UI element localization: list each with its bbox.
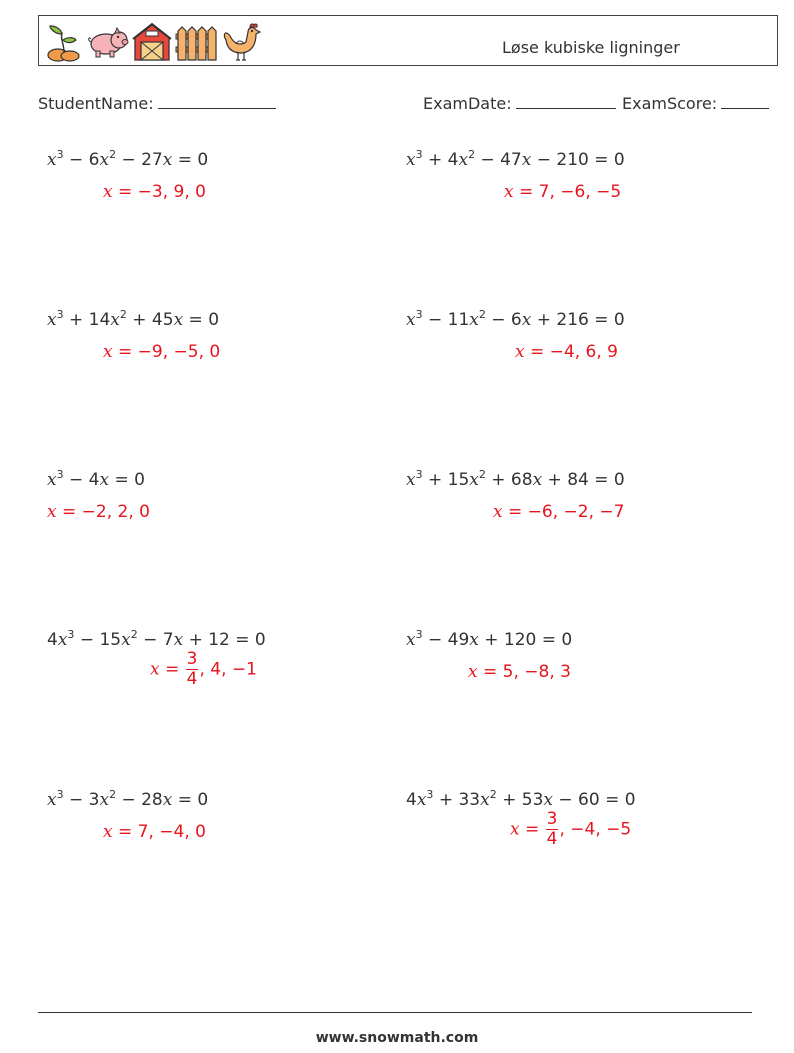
answer: x = $\frac{3}{4}$ , 4, −1 (150, 649, 257, 689)
hen-icon (220, 22, 264, 62)
header-icons (44, 22, 264, 62)
answer: x = −3, 9, 0 (103, 182, 206, 202)
problem-5 (47, 468, 150, 522)
equation: $x^3 + 14x^2 + 45x = 0$ (47, 308, 220, 330)
problem-8 (406, 628, 573, 682)
answer: x = 7, −4, 0 (103, 822, 206, 842)
student-name-field[interactable] (38, 94, 276, 113)
footer-site: www.snowmath.com (315, 1030, 479, 1046)
footer-divider (38, 1012, 752, 1013)
answer: x = −2, 2, 0 (47, 502, 150, 522)
exam-date-field[interactable] (423, 94, 616, 113)
exam-score-field[interactable] (622, 94, 769, 113)
problem-10 (406, 788, 636, 849)
problem-6 (406, 468, 625, 522)
equation: $x^3 - 3x^2 - 28x = 0$ (47, 788, 209, 810)
barn-icon (132, 22, 172, 62)
equation: $4x^3 - 15x^2 - 7x + 12 = 0$ (47, 628, 266, 650)
answer: x = $\frac{3}{4}$ , −4, −5 (510, 809, 632, 849)
problem-7 (47, 628, 266, 689)
answer: x = −6, −2, −7 (493, 502, 625, 522)
equation: $x^3 - 6x^2 - 27x = 0$ (47, 148, 209, 170)
fence-icon (174, 22, 218, 62)
pig-icon (86, 22, 130, 62)
answer: x = 5, −8, 3 (468, 662, 571, 682)
equation: $x^3 + 4x^2 - 47x - 210 = 0$ (406, 148, 625, 170)
answer: x = −9, −5, 0 (103, 342, 221, 362)
equation: $4x^3 + 33x^2 + 53x - 60 = 0$ (406, 788, 636, 810)
problem-9 (47, 788, 209, 842)
problem-1 (47, 148, 209, 202)
problem-4 (406, 308, 625, 362)
student-name-label: StudentName: (38, 94, 154, 113)
equation: $x^3 - 4x = 0$ (47, 468, 145, 490)
exam-score-blank[interactable] (721, 94, 769, 109)
worksheet-header (38, 15, 778, 66)
student-name-blank[interactable] (158, 94, 276, 109)
equation: $x^3 - 49x + 120 = 0$ (406, 628, 573, 650)
problem-2 (406, 148, 625, 202)
equation: $x^3 + 15x^2 + 68x + 84 = 0$ (406, 468, 625, 490)
problem-3 (47, 308, 221, 362)
exam-date-blank[interactable] (516, 94, 616, 109)
exam-date-label: ExamDate: (423, 94, 512, 113)
student-fields (0, 94, 794, 118)
worksheet-title: Løse kubiske ligninger (502, 38, 680, 57)
exam-score-label: ExamScore: (622, 94, 718, 113)
sprout-icon (44, 22, 84, 62)
answer: x = −4, 6, 9 (515, 342, 618, 362)
equation: $x^3 - 11x^2 - 6x + 216 = 0$ (406, 308, 625, 330)
answer: x = 7, −6, −5 (504, 182, 622, 202)
